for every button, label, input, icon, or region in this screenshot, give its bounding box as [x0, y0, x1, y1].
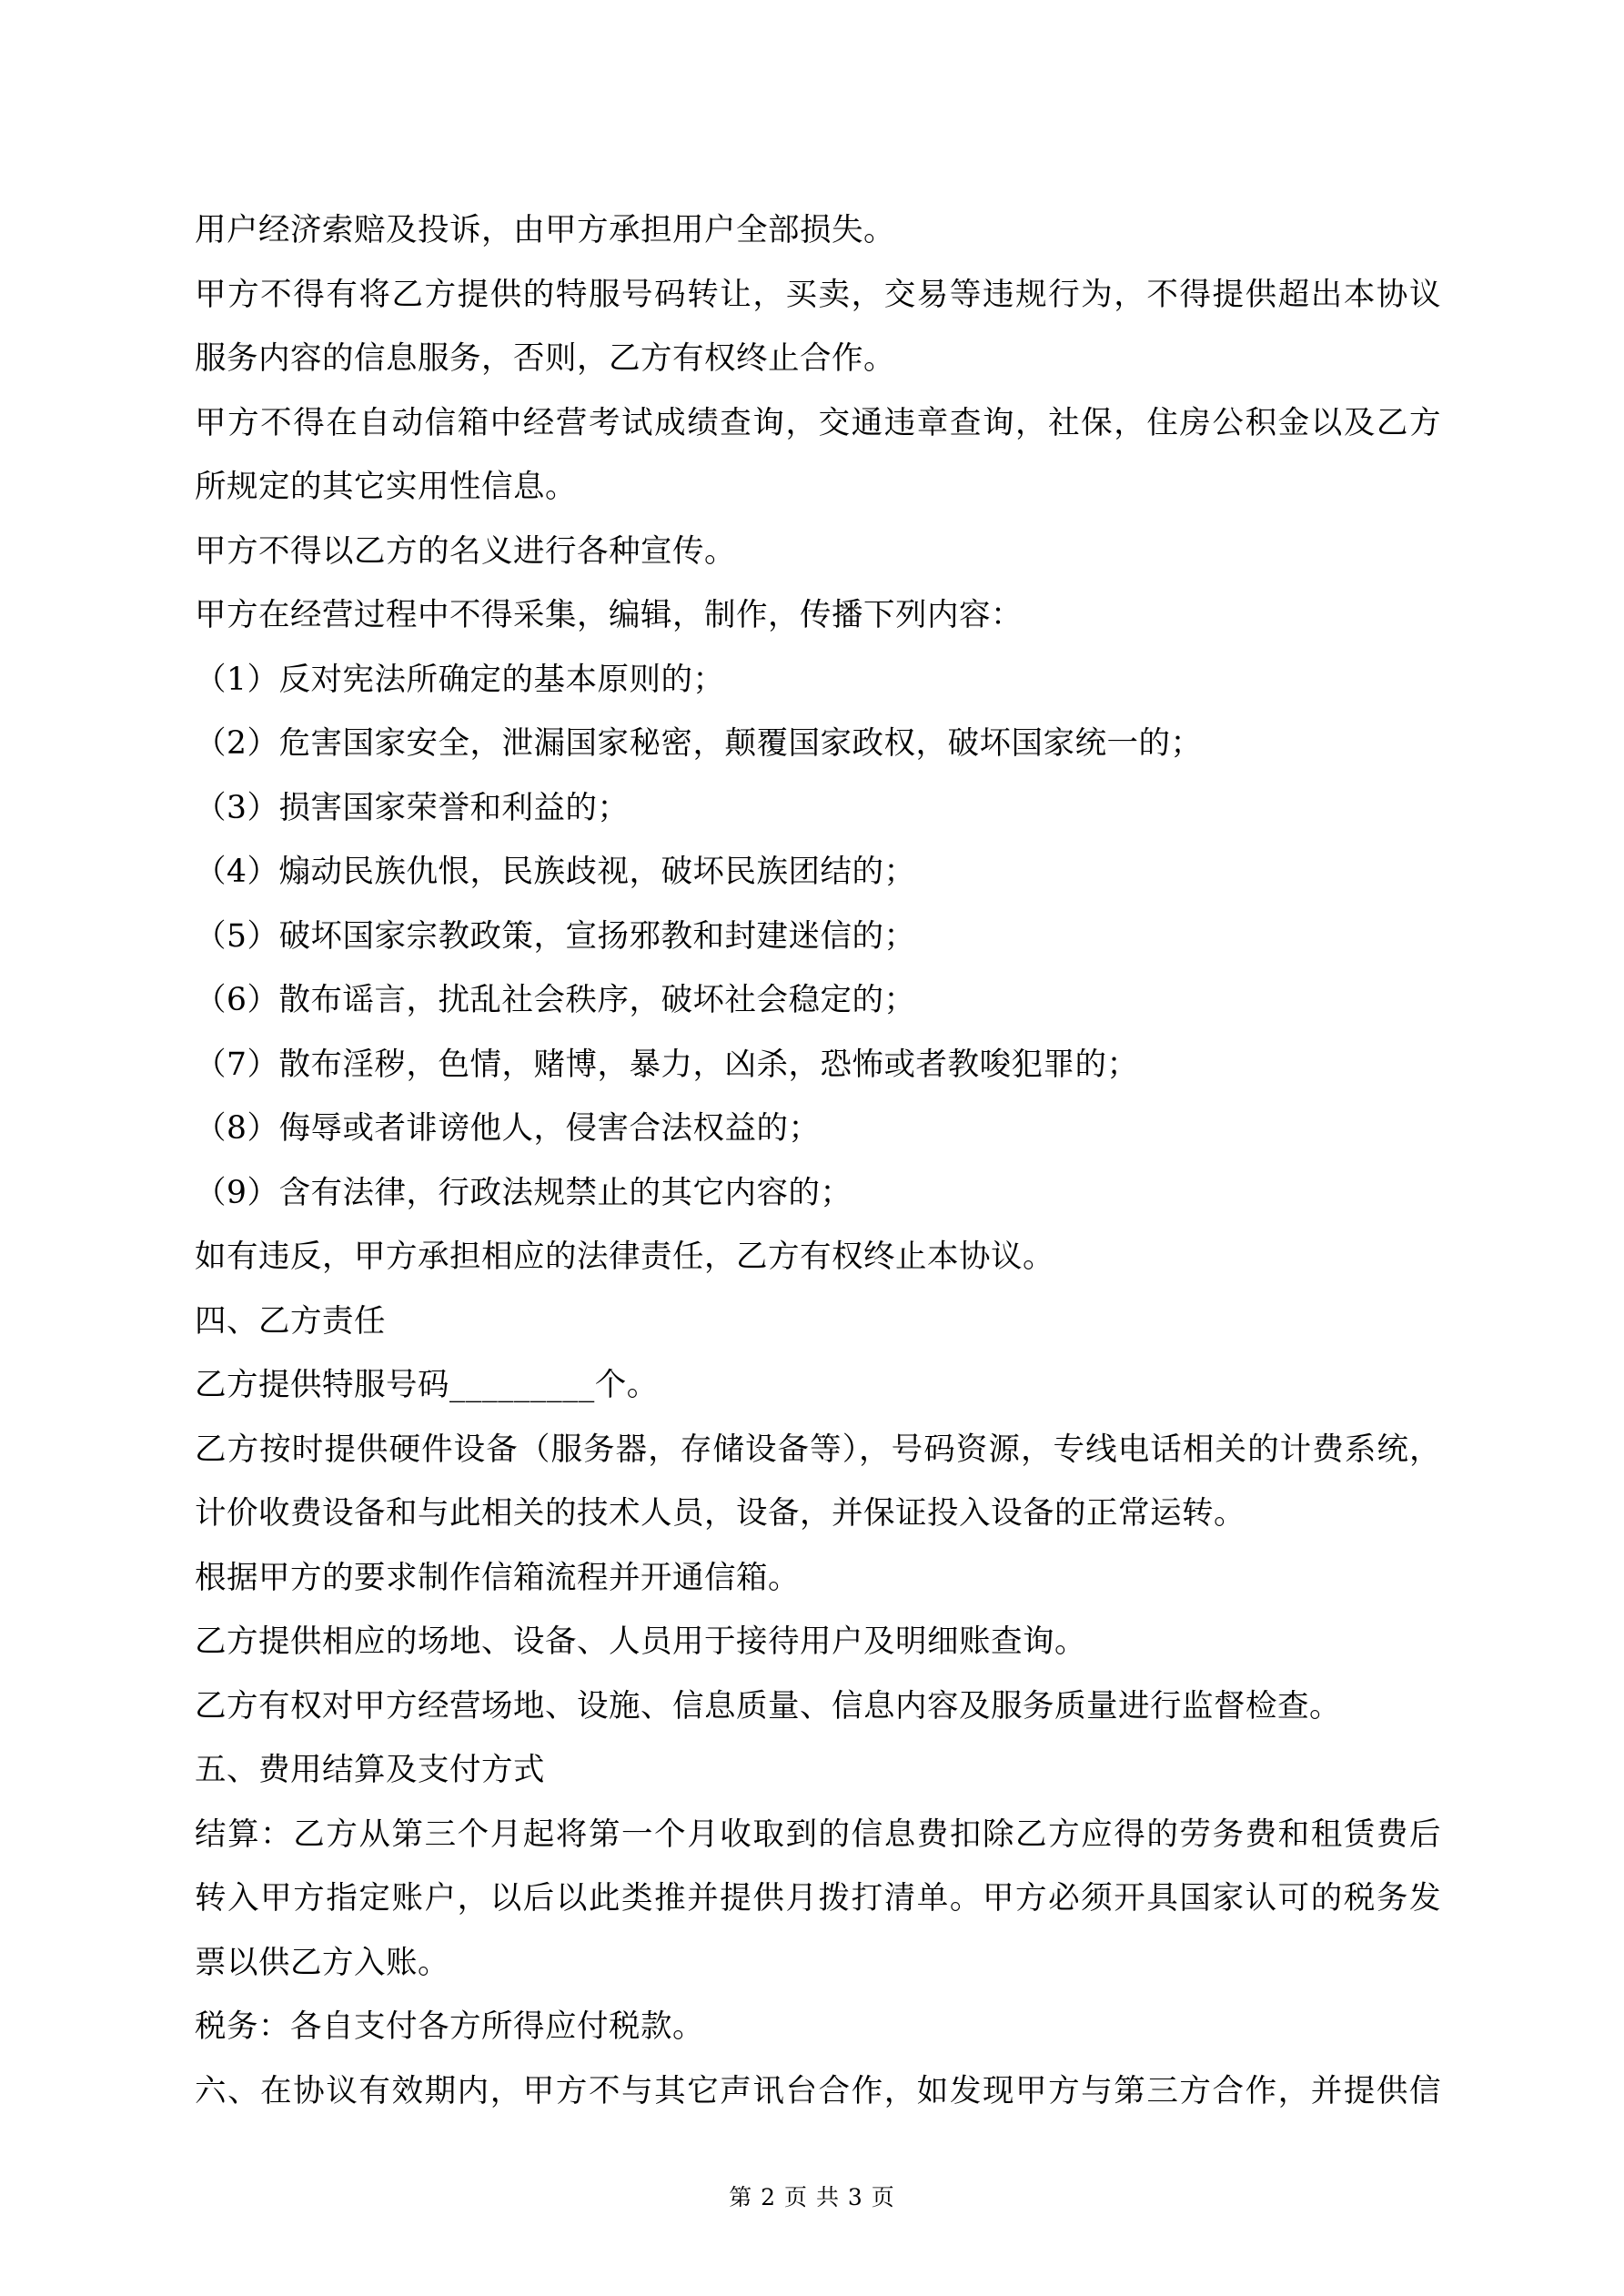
list-item: （6）散布谣言，扰乱社会秩序，破坏社会稳定的；: [195, 982, 916, 1018]
paragraph-line: 税务：各自支付各方所得应付税款。: [195, 2008, 704, 2045]
paragraph-line: 乙方按时提供硬件设备（服务器，存储设备等），号码资源，专线电话相关的计费系统，: [195, 1431, 1441, 1468]
paragraph-line: 结算：乙方从第三个月起将第一个月收取到的信息费扣除乙方应得的劳务费和租赁费后: [195, 1816, 1441, 1853]
section-heading: 四、乙方责任: [195, 1302, 386, 1340]
paragraph-line: 甲方不得在自动信箱中经营考试成绩查询，交通违章查询，社保，住房公积金以及乙方: [195, 404, 1441, 441]
page-number-footer: 第 2 页 共 3 页: [729, 2184, 895, 2210]
paragraph-line: 所规定的其它实用性信息。: [195, 469, 577, 505]
paragraph-line: 如有违反，甲方承担相应的法律责任，乙方有权终止本协议。: [195, 1239, 1054, 1275]
paragraph-line: 用户经济索赔及投诉，由甲方承担用户全部损失。: [195, 212, 895, 248]
document-body: [195, 198, 1441, 2123]
paragraph-line: 票以供乙方入账。: [195, 1944, 449, 1981]
paragraph-line: 乙方提供相应的场地、设备、人员用于接待用户及明细账查询。: [195, 1623, 1086, 1660]
paragraph-line: 乙方提供特服号码_________个。: [195, 1367, 659, 1403]
list-item: （3）损害国家荣誉和利益的；: [195, 789, 630, 826]
list-item: （2）危害国家安全，泄漏国家秘密，颠覆国家政权，破坏国家统一的；: [195, 725, 1203, 762]
section-heading: 五、费用结算及支付方式: [195, 1752, 545, 1788]
list-item: （4）煽动民族仇恨，民族歧视，破坏民族团结的；: [195, 854, 916, 890]
paragraph-line: 转入甲方指定账户，以后以此类推并提供月拨打清单。甲方必须开具国家认可的税务发: [195, 1880, 1441, 1917]
paragraph-line: 服务内容的信息服务，否则，乙方有权终止合作。: [195, 340, 895, 377]
paragraph-line: 乙方有权对甲方经营场地、设施、信息质量、信息内容及服务质量进行监督检查。: [195, 1687, 1341, 1725]
paragraph-line: 甲方在经营过程中不得采集，编辑，制作，传播下列内容：: [195, 597, 1023, 633]
list-item: （8）侮辱或者诽谤他人，侵害合法权益的；: [195, 1110, 821, 1147]
paragraph-line: 根据甲方的要求制作信箱流程并开通信箱。: [195, 1559, 800, 1596]
list-item: （7）散布淫秽，色情，赌博，暴力，凶杀，恐怖或者教唆犯罪的；: [195, 1046, 1139, 1083]
list-item: （5）破坏国家宗教政策，宣扬邪教和封建迷信的；: [195, 917, 916, 955]
list-item: （9）含有法律，行政法规禁止的其它内容的；: [195, 1174, 852, 1211]
paragraph-line: 计价收费设备和与此相关的技术人员，设备，并保证投入设备的正常运转。: [195, 1495, 1246, 1532]
paragraph-line: 甲方不得以乙方的名义进行各种宣传。: [195, 532, 736, 570]
paragraph-line: 六、在协议有效期内，甲方不与其它声讯台合作，如发现甲方与第三方合作，并提供信: [195, 2072, 1441, 2109]
list-item: （1）反对宪法所确定的基本原则的；: [195, 661, 725, 698]
paragraph-line: 甲方不得有将乙方提供的特服号码转让，买卖，交易等违规行为，不得提供超出本协议: [195, 276, 1441, 313]
